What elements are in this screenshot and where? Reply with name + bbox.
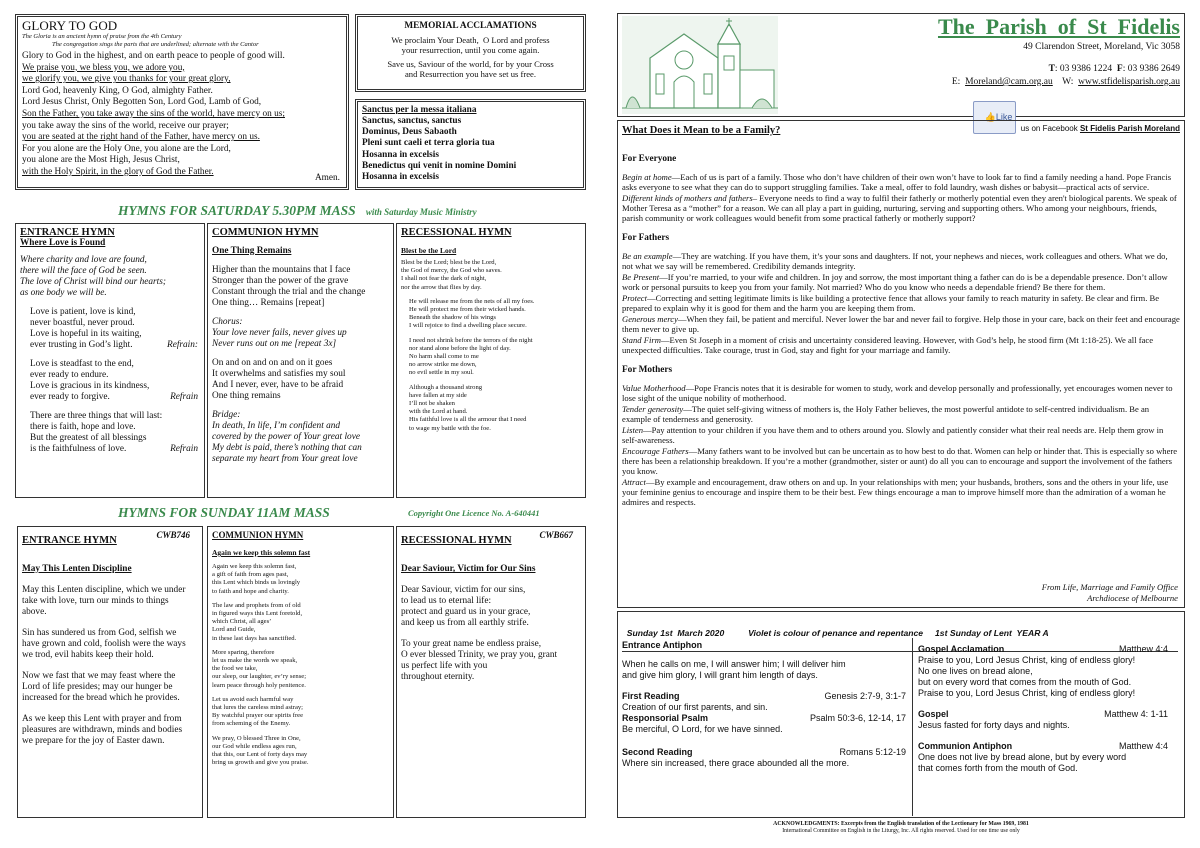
gloria-line: Son the Father, you take away the sins of the world, have mercy on us; — [22, 108, 285, 119]
text-line: To your great name be endless praise, — [401, 639, 542, 649]
sunday-recessional-verse — [401, 585, 581, 629]
sanctus-box — [355, 99, 586, 190]
gloria-line: Lord Jesus Christ, Only Begotten Son, Lord God, Lamb of God, — [22, 97, 262, 108]
text-line: Praise to you, Lord Jesus Christ, king of endless glory! — [918, 655, 1136, 665]
parish-phone: T: 03 9386 1224 F: 03 9386 2649 — [1048, 64, 1180, 74]
second-reading-ref: Romans 5:12-19 — [839, 747, 906, 757]
text-line: is the faithfulness of love. — [30, 444, 127, 454]
saturday-communion-header: COMMUNION HYMN — [212, 227, 319, 238]
paragraph-lead: Tender generosity — [622, 404, 684, 414]
text-line: And I never, ever, have to be afraid — [212, 380, 344, 390]
text-line: We pray, O blessed Three in One, — [212, 734, 301, 742]
text-line: It overwhelms and satisfies my soul — [212, 369, 346, 379]
text-line: Stronger than the power of the grave — [212, 276, 349, 286]
article-paragraph — [622, 314, 1180, 334]
paragraph-lead: Encourage Fathers — [622, 446, 689, 456]
sunday-communion-stanza — [212, 696, 389, 729]
gloria-line: we glorify you, we give you thanks for your great glory, — [22, 74, 231, 85]
paragraph-text: —Even St Joseph in a moment of crisis and uncertainty considered leaving. However, with God’s help, he stood firm (Mt 1:18-25). We all face unexpected difficulties. Take courage, trust in God, stay and fight for your marriage and family. — [622, 335, 1154, 355]
paragraph-lead: Different kinds of mothers and fathers — [622, 193, 753, 203]
text-line: no evil settle in my soul. — [409, 369, 474, 377]
paragraph-text: —Correcting and setting legitimate limits is like building a protective fence that allows your family to reach maturity in safety. Be clear and firm. Be prepared to explain why it is good for them and the harm you are keeping them from. — [622, 293, 1160, 313]
gloria-instruction: The congregation sings the parts that are underlined; alternate with the Cantor — [52, 41, 259, 48]
text-line: ever ready to endure. — [30, 370, 109, 380]
article-paragraph — [622, 172, 1180, 192]
text-line: I’ll not be shaken — [409, 400, 455, 408]
gloria-line: For you alone are the Holy One, you alone are the Lord, — [22, 143, 231, 154]
sunday-recessional-number: CWB667 — [539, 530, 573, 540]
text-line: In death, In life, I’m confident and — [212, 421, 341, 431]
text-line: Now we fast that we may feast where the — [22, 671, 176, 681]
text-line: Love is gracious in its kindness, — [30, 381, 150, 391]
readings-left-column — [622, 640, 906, 769]
saturday-communion-title: One Thing Remains — [212, 246, 292, 256]
text-line: Love is steadfast to the end, — [30, 359, 134, 369]
text-line: that lures the careless mind astray; — [212, 704, 303, 712]
paragraph-lead: Be Present — [622, 272, 660, 282]
text-line: One does not live by bread alone, but by every word — [918, 752, 1127, 762]
for-mothers-section — [622, 383, 1180, 507]
text-line: More sparing, therefore — [212, 648, 275, 656]
text-line: Blest be the Lord; blest be the Lord, — [401, 259, 497, 266]
text-line: we prepare for the joy of Easter dawn. — [22, 736, 165, 746]
entrance-antiphon-text — [622, 659, 906, 681]
text-line: this Lent which binds us lovingly — [212, 579, 301, 587]
paragraph-text: —By example and encouragement, draw others on and up. In your relationships with men; your husbands, brothers, sons and the others in your life, use your feminine genius to encourage and inspire them to be their best. Few things encourage a man to improve himself more than the admiration of a woman he admires and respects. — [622, 477, 1169, 507]
text-line: as one body we will be. — [20, 288, 107, 298]
memorial-title: MEMORIAL ACCLAMATIONS — [404, 21, 537, 31]
paragraph-lead: Protect — [622, 293, 647, 303]
text-line: Sanctus, sanctus, sanctus — [362, 116, 462, 126]
saturday-communion-verse — [212, 265, 389, 309]
paragraph-text: —They are watching. If you have them, it’s your sons and daughters. If not, your nephews and nieces, work colleagues and others. What we do, not what we say will be remembered. Credibility demands integrity. — [622, 251, 1168, 271]
saturday-entrance-verse: Love is patient, love is kind, never boastful, never proud. Love is hopeful in its waiting, ever trusting in God’s light. Refrain: — [30, 307, 198, 350]
article-paragraph — [622, 335, 1180, 355]
text-line: in figured ways this Lent foretold, — [212, 610, 303, 618]
gloria-box — [15, 14, 349, 190]
gloria-subtitle: The Gloria is an ancient hymn of praise from the 4th Century — [22, 33, 182, 40]
text-line: Where charity and love are found, — [20, 255, 147, 265]
gospel-acclamation-heading: Gospel Acclamation — [918, 644, 1005, 654]
text-line: the God of mercy, the God who saves. — [401, 267, 502, 275]
communion-antiphon-ref: Matthew 4:4 — [1118, 741, 1168, 751]
article-title: What Does it Mean to be a Family? — [622, 125, 781, 136]
saturday-entrance-header: ENTRANCE HYMN — [20, 227, 115, 238]
article-paragraph — [622, 193, 1180, 223]
sunday-entrance-verse — [22, 714, 198, 747]
text-line: O ever blessed Trinity, we pray you, grant — [401, 650, 558, 660]
gloria-title: GLORY TO GOD — [22, 18, 118, 33]
readings-divider — [912, 638, 913, 816]
text-line: Praise to you, Lord Jesus Christ, king of endless glory! — [918, 688, 1136, 698]
article-paragraph — [622, 383, 1180, 403]
saturday-entrance-verse: There are three things that will last: there is faith, hope and love. But the greatest of all blessings is the faithfulness of love. Refrain — [30, 411, 198, 454]
gloria-line: Glory to God in the highest, and on earth peace to people of good will. — [22, 51, 285, 61]
text-line: He will protect me from their wicked hands. — [409, 306, 526, 314]
text-line: Love is hopeful in its waiting, — [30, 329, 142, 339]
text-line: bring us growth and give you praise. — [212, 759, 309, 767]
article-paragraph — [622, 404, 1180, 424]
saturday-recessional-box — [396, 223, 586, 498]
text-line: we trod, evil habits keep their hold. — [22, 650, 154, 660]
text-line: But the greatest of all blessings — [30, 433, 147, 443]
gloria-line: We praise you, we bless you, we adore you, — [22, 62, 185, 73]
text-line: our sleep, our laughter, ev’ry sense; — [212, 673, 307, 681]
memorial-box — [355, 14, 586, 92]
paragraph-text: —Many fathers want to be involved but can be uncertain as to how best to do that. Women can help or hinder that. This is especially so where there has been a relationship breakdown. If you’re a mother (grandmother, sister or aunt) do all you can to encourage and support the involvement of the fathers you know. — [622, 446, 1178, 476]
saturday-entrance-title: Where Love is Found — [20, 238, 106, 248]
memorial-p1: We proclaim Your Death, O Lord and profess your resurrection, until you come again. — [391, 35, 550, 55]
paragraph-text: —Each of us is part of a family. Those who don’t have children of their own won’t have to look far to find a family needing a hand. Pope Francis asks everyone to see what they can do to support struggling families. Take a meal, offer to fold laundry, wash dishes or babysit—practical acts of service. — [622, 172, 1172, 192]
memorial-p2: Save us, Saviour of the world, for by your Cross and Resurrection you have set us free. — [387, 59, 554, 79]
paragraph-lead: Listen — [622, 425, 644, 435]
gospel-acclamation-text — [918, 655, 1180, 699]
text-line: On and on and on and on it goes — [212, 358, 333, 368]
sunday-recessional-header: RECESSIONAL HYMN — [401, 535, 512, 546]
text-line: to lead us to eternal life: — [401, 596, 492, 606]
text-line: I need not shrink before the terrors of the night — [409, 336, 533, 344]
text-line: Never runs out on me [repeat 3x] — [212, 339, 337, 349]
text-line: our God while endless ages run, — [212, 742, 297, 750]
text-line: that this, our Lent of forty days may — [212, 751, 308, 759]
saturday-banner-note: with Saturday Music Ministry — [365, 207, 477, 217]
text-line: When he calls on me, I will answer him; I will deliver him — [622, 659, 846, 669]
sunday-entrance-verse — [22, 671, 198, 704]
text-line: which Christ, all ages’ — [212, 618, 272, 626]
text-line: He will release me from the nets of all my foes. — [409, 297, 535, 305]
text-line: One thing… Remains [repeat] — [212, 298, 325, 308]
text-line: learn peace through holy penitence. — [212, 681, 306, 689]
readings-box — [617, 611, 1185, 818]
article-paragraph — [622, 251, 1180, 271]
sunday-communion-stanza — [212, 602, 389, 643]
text-line: Sin has sundered us from God, selfish we — [22, 628, 177, 638]
text-line: One thing remains — [212, 391, 281, 401]
parish-address: 49 Clarendon Street, Moreland, Vic 3058 — [1023, 42, 1180, 52]
first-reading-heading: First Reading — [622, 691, 680, 701]
article-paragraph — [622, 477, 1180, 507]
paragraph-text: —The quiet self-giving witness of mothers is, the Holy Father believes, the most powerful antidote to self-centred individualism. Be an example of tenderness and generosity. — [622, 404, 1150, 424]
saturday-communion-box — [207, 223, 394, 498]
saturday-communion-chorus — [212, 328, 389, 350]
text-line: no arrow strike me down, — [409, 361, 477, 369]
sunday-entrance-verse — [22, 585, 198, 618]
website-link[interactable]: www.stfidelisparish.org.au — [1078, 77, 1180, 87]
saturday-communion-verse — [212, 358, 389, 402]
text-line: Love is patient, love is kind, — [30, 307, 136, 317]
gloria-line: Lord God, heavenly King, O God, almighty Father. — [22, 85, 213, 96]
for-mothers-heading: For Mothers — [622, 365, 673, 375]
text-line: us perfect life with you — [401, 661, 488, 671]
text-line: nor the arrow that flies by day. — [401, 283, 482, 291]
text-line: May this Lenten discipline, which we under — [22, 585, 186, 595]
article-paragraph — [622, 425, 1180, 445]
text-line: His faithful love is all the armour that I need — [409, 416, 527, 424]
for-everyone-section — [622, 172, 1180, 223]
saturday-communion-bridge — [212, 421, 389, 465]
text-line: take with love, turn our minds to things — [22, 596, 169, 606]
sunday-communion-stanza — [212, 563, 389, 596]
paragraph-lead: Be an example — [622, 251, 673, 261]
facebook-like-button[interactable]: 👍Like — [973, 101, 1016, 134]
text-line: the food we take, — [212, 665, 258, 673]
sanctus-text — [362, 116, 579, 183]
text-line: Pleni sunt caeli et terra gloria tua — [362, 138, 495, 149]
text-line: there is faith, hope and love. — [30, 422, 136, 432]
saturday-entrance-box — [15, 223, 205, 498]
article-paragraph — [622, 446, 1180, 476]
text-line: No one lives on bread alone, — [918, 666, 1033, 676]
gospel-ref: Matthew 4: 1-11 — [1104, 709, 1168, 719]
text-line: but on every word that comes from the mouth of God. — [918, 677, 1132, 687]
article-paragraph — [622, 293, 1180, 313]
text-line: ever ready to forgive. — [30, 392, 110, 402]
second-reading-text: Where sin increased, there grace abounded all the more. — [622, 758, 850, 768]
text-line: protect and guard us in your grace, — [401, 607, 531, 617]
saturday-recessional-stanza — [401, 259, 581, 292]
church-illustration — [622, 16, 778, 114]
readings-header: Sunday 1st March 2020 Violet is colour of penance and repentance 1st Sunday of Lent YEAR A — [622, 618, 1178, 652]
sunday-recessional-title: Dear Saviour, Victim for Our Sins — [401, 564, 536, 574]
paragraph-lead: Attract — [622, 477, 646, 487]
text-line: a gift of faith from ages past, — [212, 571, 289, 579]
text-line: pleasures are withdrawn, minds and bodies — [22, 725, 183, 735]
gloria-line: with the Holy Spirit, in the glory of God the Father. — [22, 166, 214, 177]
text-line: Dominus, Deus Sabaoth — [362, 127, 457, 138]
acknowledgments: ACKNOWLEDGMENTS: Excerpts from the English translation of the Lectionary for Mass 1969, 1981 International Committee on English in the Liturgy, Inc. All rights reserved. Used for one time use only — [773, 821, 1029, 834]
text-line: Your love never fails, never gives up — [212, 328, 347, 338]
family-article — [617, 120, 1185, 608]
text-line: from scheming of the Enemy. — [212, 720, 291, 728]
sunday-entrance-header: ENTRANCE HYMN — [22, 535, 117, 546]
gloria-line: you alone are the Most High, Jesus Christ, — [22, 155, 180, 166]
paragraph-text: —If you’re married, to your wife and children. In joy and sorrow, the most important thing a father can do is be a dependable presence. Don’t allow work or personal pursuits to keep you from your family. Not married? Who do you know who needs a dependable friend? Be there for them. — [622, 272, 1168, 292]
text-line: As we keep this Lent with prayer and from — [22, 714, 182, 724]
sunday-entrance-title: May This Lenten Discipline — [22, 564, 132, 574]
text-line: throughout eternity. — [401, 672, 475, 682]
first-reading-ref: Genesis 2:7-9, 3:1-7 — [824, 691, 906, 701]
sunday-entrance-box — [17, 526, 203, 818]
psalm-ref: Psalm 50:3-6, 12-14, 17 — [809, 713, 906, 723]
text-line: Higher than the mountains that I face — [212, 265, 351, 275]
text-line: Again we keep this solemn fast, — [212, 563, 297, 570]
sunday-communion-stanza — [212, 735, 389, 768]
text-line: covered by the power of Your great love — [212, 432, 360, 442]
text-line: to wage my battle with the foe. — [409, 424, 491, 432]
paragraph-lead: Generous mercy — [622, 314, 678, 324]
saturday-entrance-verse: Love is steadfast to the end, ever ready to endure. Love is gracious in its kindness, ever ready to forgive. Refrain — [30, 359, 198, 402]
sunday-banner: HYMNS FOR SUNDAY 11AM MASS — [118, 505, 330, 520]
communion-antiphon-heading: Communion Antiphon — [918, 741, 1013, 751]
text-line: increased for the bread which he provides. — [22, 693, 180, 703]
email-link[interactable]: Moreland@cam.org.au — [965, 77, 1053, 87]
gospel-text: Jesus fasted for forty days and nights. — [918, 720, 1070, 730]
text-line: have grown and cold, foolish were the ways — [22, 639, 186, 649]
saturday-recessional-stanza — [401, 337, 581, 378]
sunday-communion-box — [207, 526, 394, 818]
saturday-communion-chorus-label: Chorus: — [212, 317, 243, 327]
gospel-acclamation-ref: Matthew 4:4 — [1118, 644, 1168, 654]
saturday-recessional-title: Blest be the Lord — [401, 246, 457, 255]
sunday-recessional-verse — [401, 639, 581, 683]
readings-right-column — [918, 644, 1180, 774]
sunday-communion-header: COMMUNION HYMN — [212, 530, 304, 540]
paragraph-lead: Begin at home — [622, 172, 672, 182]
second-reading-heading: Second Reading — [622, 747, 693, 757]
paragraph-lead: Value Motherhood — [622, 383, 686, 393]
facebook-row: 👍Like us on Facebook St Fidelis Parish Moreland — [969, 92, 1180, 143]
text-line: and give him glory, I will grant him length of days. — [622, 670, 818, 680]
parish-contact: E: Moreland@cam.org.au W: www.stfidelisparish.org.au — [951, 77, 1180, 87]
sunday-communion-stanza — [212, 649, 389, 690]
text-line: The law and prophets from of old — [212, 601, 301, 609]
article-source: From Life, Marriage and Family Office Archdiocese of Melbourne — [1041, 582, 1178, 603]
for-fathers-section — [622, 251, 1180, 355]
text-line: The love of Christ will bind our hearts; — [20, 277, 166, 287]
gloria-text — [22, 51, 342, 179]
psalm-heading: Responsorial Psalm — [622, 713, 709, 723]
saturday-recessional-stanza — [401, 384, 581, 433]
text-line: above. — [22, 607, 47, 617]
paragraph-text: —Pay attention to your children if you have them and to others around you. Slowly and patiently consider what their real needs are. Help them grow in self-awareness. — [622, 425, 1164, 445]
text-line: Dear Saviour, victim for our sins, — [401, 585, 526, 595]
saturday-entrance-intro — [20, 255, 200, 299]
for-fathers-heading: For Fathers — [622, 233, 670, 243]
text-line: Constant through the trial and the change — [212, 287, 366, 297]
text-line: By watchful prayer our spirits free — [212, 712, 303, 720]
paragraph-text: —When they fail, be patient and merciful. Never lower the bar and never fail to forgive. Help those in your care, back on their feet and encourage them never to give up. — [622, 314, 1180, 334]
sunday-communion-title: Again we keep this solemn fast — [212, 548, 311, 557]
text-line: in these last days has sanctified. — [212, 634, 297, 642]
gloria-amen: Amen. — [314, 173, 340, 183]
text-line: Lord and Guide, — [212, 626, 256, 634]
copyright-licence: Copyright One Licence No. A-640441 — [408, 508, 540, 518]
text-line: have fallen at my side — [409, 391, 467, 399]
text-line: Let us avoid each harmful way — [212, 695, 294, 703]
paragraph-lead: Stand Firm — [622, 335, 661, 345]
saturday-recessional-stanza — [401, 298, 581, 331]
text-line: No harm shall come to me — [409, 353, 479, 361]
saturday-banner: HYMNS FOR SATURDAY 5.30PM MASS with Saturday Music Ministry — [118, 203, 477, 218]
gospel-heading: Gospel — [918, 709, 949, 719]
text-line: I shall not fear the dark of night, — [401, 275, 487, 283]
text-line: let us make the words we speak, — [212, 657, 298, 665]
sunday-recessional-box — [396, 526, 586, 818]
text-line: there will the face of God be seen. — [20, 266, 147, 276]
text-line: and keep us from all earthly strife. — [401, 618, 529, 628]
facebook-page-link[interactable]: St Fidelis Parish Moreland — [1079, 124, 1180, 133]
entrance-antiphon-heading: Entrance Antiphon — [622, 640, 703, 650]
for-everyone-heading: For Everyone — [622, 154, 677, 164]
sanctus-title: Sanctus per la messa italiana — [362, 105, 477, 115]
text-line: My debt is paid, there’s nothing that can — [212, 443, 362, 453]
saturday-communion-bridge-label: Bridge: — [212, 410, 241, 420]
text-line: Beneath the shadow of his wings — [409, 314, 496, 322]
saturday-recessional-header: RECESSIONAL HYMN — [401, 227, 512, 238]
text-line: to faith and hope and charity. — [212, 587, 289, 595]
parish-name: The Parish of St Fidelis — [937, 14, 1180, 39]
text-line: Benedictus qui venit in nomine Domini — [362, 160, 517, 171]
article-paragraph — [622, 272, 1180, 292]
sunday-entrance-number: CWB746 — [156, 530, 190, 540]
text-line: with the Lord at hand. — [409, 408, 468, 416]
text-line: Although a thousand strong — [409, 383, 483, 391]
text-line: Hosanna in excelsis — [362, 172, 439, 183]
paragraph-text: – Everyone needs to find a way to fulfil their fatherly or motherly potential even they aren't biological parents. We speak of Mother Teresa as a “mother” for a reason. We can all play a part in guiding, nurturing, serving and supporting others. Who among your neighbours, friends, parish community or work colleagues would benefit from some practical fatherly or motherly support? — [622, 193, 1177, 223]
thumbs-up-icon: 👍 — [984, 112, 996, 122]
text-line: Hosanna in excelsis — [362, 149, 439, 160]
sunday-entrance-verse — [22, 628, 198, 661]
gloria-line: you take away the sins of the world, receive our prayer; — [22, 120, 229, 131]
text-line: I will rejoice to find a dwelling place secure. — [409, 322, 527, 330]
text-line: ever trusting in God’s light. — [30, 340, 133, 350]
psalm-text: Be merciful, O Lord, for we have sinned. — [622, 724, 783, 734]
gloria-line: you are seated at the right hand of the Father, have mercy on us. — [22, 132, 260, 143]
paragraph-text: —Pope Francis notes that it is desirable for women to study, work and develop personally and professionally, yet encourages women never to lose sight of the unique nobility of motherhood. — [622, 383, 1173, 403]
text-line: separate my heart from Your great love — [212, 454, 358, 464]
text-line: never boastful, never proud. — [30, 318, 135, 328]
first-reading-text: Creation of our first parents, and sin. — [622, 702, 768, 712]
text-line: There are three things that will last: — [30, 411, 163, 421]
communion-antiphon-text — [918, 752, 1180, 774]
text-line: that comes forth from the mouth of God. — [918, 763, 1078, 773]
text-line: Lord of life presides; may our hunger be — [22, 682, 173, 692]
text-line: nor stand alone before the light of day. — [409, 344, 511, 352]
